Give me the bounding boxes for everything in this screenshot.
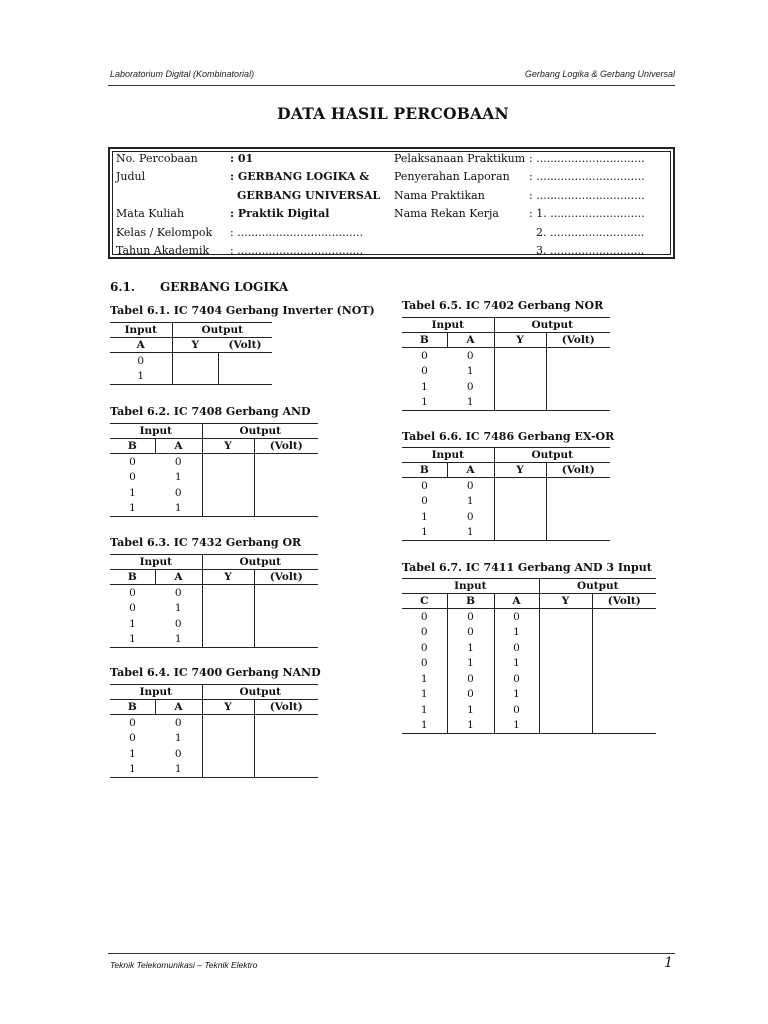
table-row	[402, 395, 610, 411]
footer-divider	[108, 953, 675, 954]
col-y-header: Y	[539, 594, 592, 609]
cell-y[interactable]	[172, 369, 218, 385]
cell-y[interactable]	[202, 616, 254, 632]
cell-c: 0	[420, 626, 428, 639]
col-y-header: Y	[494, 333, 546, 348]
cell-a: 1	[494, 718, 539, 734]
cell-b: 0	[129, 602, 136, 615]
cell-y[interactable]	[539, 671, 592, 687]
cell-a: 0	[494, 640, 539, 656]
cell-volt[interactable]	[546, 364, 610, 380]
cell-b: 0	[447, 609, 494, 625]
cell-a: 0	[466, 510, 474, 523]
cell-y[interactable]	[494, 348, 546, 364]
caption-table-6-6: Tabel 6.6. IC 7486 Gerbang EX-OR	[402, 430, 615, 443]
col-y-header: Y	[494, 463, 546, 478]
col-b-header: B	[110, 570, 155, 585]
cell-b: 1	[110, 762, 155, 778]
cell-b: 1	[110, 501, 155, 517]
cell-a: 0	[466, 349, 474, 362]
judul-label: Judul	[116, 170, 146, 183]
cell-b: 0	[447, 671, 494, 687]
table-row	[402, 625, 656, 641]
cell-y[interactable]	[202, 715, 254, 731]
cell-b: 0	[129, 455, 136, 468]
cell-volt[interactable]	[546, 509, 610, 525]
cell-y[interactable]	[202, 454, 254, 470]
cell-y[interactable]	[494, 525, 546, 541]
cell-c: 0	[420, 641, 428, 654]
cell-b: 1	[421, 510, 428, 523]
rekan-kerja-2[interactable]: 2. ...........................	[536, 226, 645, 239]
cell-y[interactable]	[202, 632, 254, 648]
cell-b: 0	[421, 349, 428, 362]
cell-volt[interactable]	[254, 485, 318, 501]
col-y-header: Y	[172, 338, 218, 353]
col-y-header: Y	[202, 439, 254, 454]
cell-c: 1	[420, 703, 428, 716]
table-row	[110, 731, 318, 747]
table-row	[402, 687, 656, 703]
input-header: Input	[402, 318, 494, 333]
table-row	[402, 478, 610, 494]
input-header: Input	[110, 323, 172, 338]
cell-a: 1	[447, 525, 494, 541]
output-header: Output	[494, 318, 610, 333]
cell-y[interactable]	[539, 656, 592, 672]
cell-y[interactable]	[202, 601, 254, 617]
caption-table-6-3: Tabel 6.3. IC 7432 Gerbang OR	[110, 536, 302, 549]
table-row	[110, 454, 318, 470]
judul-value-1: : GERBANG LOGIKA &	[230, 170, 370, 183]
cell-volt[interactable]	[546, 478, 610, 494]
cell-volt[interactable]	[254, 731, 318, 747]
cell-a: 1	[174, 732, 182, 745]
cell-a: 1	[110, 369, 172, 385]
col-volt-header: (Volt)	[546, 333, 610, 348]
no-percobaan-label: No. Percobaan	[116, 152, 198, 165]
no-percobaan-value: : 01	[230, 152, 254, 165]
cell-a: 0	[494, 609, 539, 625]
cell-b: 1	[447, 702, 494, 718]
cell-a: 1	[447, 395, 494, 411]
cell-a: 0	[174, 716, 182, 729]
cell-b: 1	[447, 718, 494, 734]
table-6-2-and	[110, 423, 318, 517]
cell-a: 1	[494, 625, 539, 641]
cell-b: 0	[421, 365, 428, 378]
cell-y[interactable]	[202, 731, 254, 747]
output-header: Output	[202, 555, 318, 570]
col-a-header: A	[494, 594, 539, 609]
caption-table-6-7: Tabel 6.7. IC 7411 Gerbang AND 3 Input	[402, 561, 652, 574]
cell-a: 0	[174, 586, 182, 599]
section-number: 6.1.	[110, 280, 136, 294]
table-6-4-nand	[110, 684, 318, 778]
cell-b: 1	[402, 525, 447, 541]
cell-b: 0	[447, 687, 494, 703]
table-6-1-not	[110, 322, 272, 385]
tahun-value[interactable]: : ....................................	[230, 244, 364, 257]
col-y-header: Y	[202, 570, 254, 585]
cell-a: 1	[155, 501, 202, 517]
col-a-header: A	[447, 463, 494, 478]
judul-value-2: GERBANG UNIVERSAL	[237, 189, 381, 202]
cell-b: 0	[421, 479, 428, 492]
header-left: Laboratorium Digital (Kombinatorial)	[110, 69, 255, 79]
cell-volt[interactable]	[254, 454, 318, 470]
rekan-kerja-1[interactable]: : 1. ...........................	[529, 207, 645, 220]
table-6-7-and3	[402, 578, 656, 734]
cell-c: 0	[420, 610, 428, 623]
cell-a: 0	[137, 354, 145, 367]
page-number: 1	[664, 955, 673, 971]
cell-y[interactable]	[539, 687, 592, 703]
table-row	[402, 640, 656, 656]
cell-b: 1	[447, 640, 494, 656]
cell-volt[interactable]	[254, 616, 318, 632]
cell-a: 0	[466, 380, 474, 393]
cell-volt[interactable]	[254, 601, 318, 617]
cell-y[interactable]	[202, 470, 254, 486]
cell-volt[interactable]	[546, 379, 610, 395]
cell-b: 1	[129, 747, 136, 760]
output-header: Output	[202, 685, 318, 700]
cell-volt[interactable]	[592, 625, 656, 641]
cell-a: 0	[494, 671, 539, 687]
cell-volt[interactable]	[218, 353, 272, 369]
output-header: Output	[172, 323, 272, 338]
mata-kuliah-label: Mata Kuliah	[116, 207, 185, 220]
table-row	[402, 525, 610, 541]
cell-y[interactable]	[202, 585, 254, 601]
cell-volt[interactable]	[254, 470, 318, 486]
cell-volt[interactable]	[546, 348, 610, 364]
col-a-header: A	[155, 439, 202, 454]
cell-b: 1	[129, 617, 136, 630]
output-header: Output	[539, 579, 656, 594]
section-title: GERBANG LOGIKA	[160, 280, 289, 294]
table-row	[402, 494, 610, 510]
input-header: Input	[402, 579, 539, 594]
table-row	[110, 762, 318, 778]
cell-volt[interactable]	[546, 494, 610, 510]
cell-a: 1	[155, 762, 202, 778]
page-title: DATA HASIL PERCOBAAN	[277, 104, 509, 123]
col-volt-header: (Volt)	[218, 338, 272, 353]
table-row	[402, 702, 656, 718]
table-6-3-or	[110, 554, 318, 648]
table-row	[402, 379, 610, 395]
cell-y[interactable]	[539, 640, 592, 656]
table-row	[110, 601, 318, 617]
cell-a: 0	[174, 486, 182, 499]
cell-volt[interactable]	[592, 656, 656, 672]
table-row	[402, 656, 656, 672]
cell-b: 0	[421, 495, 428, 508]
cell-y[interactable]	[202, 485, 254, 501]
cell-a: 1	[174, 471, 182, 484]
cell-y[interactable]	[494, 494, 546, 510]
col-volt-header: (Volt)	[254, 700, 318, 715]
cell-volt[interactable]	[254, 501, 318, 517]
output-header: Output	[494, 448, 610, 463]
cell-c: 1	[420, 688, 428, 701]
rekan-kerja-3[interactable]: 3. ...........................	[536, 244, 645, 257]
col-a-header: A	[155, 570, 202, 585]
col-volt-header: (Volt)	[254, 570, 318, 585]
cell-b: 0	[129, 732, 136, 745]
cell-volt[interactable]	[254, 746, 318, 762]
cell-b: 1	[447, 656, 494, 672]
cell-volt[interactable]	[254, 762, 318, 778]
cell-a: 0	[174, 747, 182, 760]
penyerahan-label: Penyerahan Laporan	[394, 170, 510, 183]
cell-b: 0	[129, 716, 136, 729]
input-header: Input	[110, 685, 202, 700]
table-row	[110, 746, 318, 762]
col-b-header: B	[447, 594, 494, 609]
tahun-label: Tahun Akademik	[116, 244, 210, 257]
cell-volt[interactable]	[592, 687, 656, 703]
cell-volt[interactable]	[254, 632, 318, 648]
cell-b: 0	[447, 625, 494, 641]
input-header: Input	[110, 424, 202, 439]
cell-y[interactable]	[202, 746, 254, 762]
cell-b: 1	[110, 632, 155, 648]
cell-a: 1	[174, 602, 182, 615]
cell-a: 0	[466, 479, 474, 492]
caption-table-6-1: Tabel 6.1. IC 7404 Gerbang Inverter (NOT)	[110, 304, 375, 317]
header-right: Gerbang Logika & Gerbang Universal	[524, 69, 675, 79]
cell-a: 1	[466, 365, 474, 378]
header-divider	[108, 85, 675, 86]
table-6-6-exor	[402, 447, 610, 541]
col-b-header: B	[402, 333, 447, 348]
cell-b: 1	[129, 486, 136, 499]
table-row	[402, 348, 610, 364]
table-row	[402, 509, 610, 525]
table-row	[402, 671, 656, 687]
info-box-inner-border	[112, 151, 671, 255]
cell-y[interactable]	[172, 353, 218, 369]
kelas-label: Kelas / Kelompok	[116, 226, 213, 239]
nama-praktikan-label: Nama Praktikan	[394, 189, 485, 202]
cell-y[interactable]	[494, 395, 546, 411]
cell-y[interactable]	[202, 501, 254, 517]
col-volt-header: (Volt)	[546, 463, 610, 478]
cell-a: 0	[174, 455, 182, 468]
col-b-header: B	[110, 439, 155, 454]
table-row	[110, 632, 318, 648]
table-row	[110, 715, 318, 731]
table-row	[110, 585, 318, 601]
cell-volt[interactable]	[218, 369, 272, 385]
table-6-5-nor	[402, 317, 610, 411]
cell-volt[interactable]	[592, 702, 656, 718]
cell-volt[interactable]	[592, 671, 656, 687]
table-row	[402, 609, 656, 625]
mata-kuliah-value: : Praktik Digital	[230, 207, 330, 220]
cell-b: 0	[129, 471, 136, 484]
table-row	[110, 369, 272, 385]
col-a-header: A	[110, 338, 172, 353]
pelaksanaan-label: Pelaksanaan Praktikum	[394, 152, 526, 165]
input-header: Input	[110, 555, 202, 570]
caption-table-6-2: Tabel 6.2. IC 7408 Gerbang AND	[110, 405, 311, 418]
pelaksanaan-value[interactable]: : ...............................	[529, 152, 645, 165]
col-c-header: C	[402, 594, 447, 609]
cell-a: 1	[494, 687, 539, 703]
col-volt-header: (Volt)	[592, 594, 656, 609]
cell-a: 0	[174, 617, 182, 630]
cell-b: 1	[421, 380, 428, 393]
caption-table-6-5: Tabel 6.5. IC 7402 Gerbang NOR	[402, 299, 604, 312]
cell-volt[interactable]	[592, 609, 656, 625]
cell-b: 0	[129, 586, 136, 599]
col-volt-header: (Volt)	[254, 439, 318, 454]
footer-left: Teknik Telekomunikasi – Teknik Elektro	[110, 960, 258, 970]
table-row	[110, 616, 318, 632]
cell-a: 1	[466, 495, 474, 508]
cell-y[interactable]	[539, 702, 592, 718]
cell-volt[interactable]	[254, 585, 318, 601]
cell-y[interactable]	[202, 762, 254, 778]
table-row	[402, 364, 610, 380]
cell-y[interactable]	[494, 478, 546, 494]
cell-c: 1	[420, 672, 428, 685]
rekan-kerja-label: Nama Rekan Kerja	[394, 207, 499, 220]
cell-a: 1	[494, 656, 539, 672]
col-b-header: B	[402, 463, 447, 478]
table-row	[110, 353, 272, 369]
col-y-header: Y	[202, 700, 254, 715]
cell-y[interactable]	[494, 509, 546, 525]
cell-a: 1	[155, 632, 202, 648]
kelas-value[interactable]: : ....................................	[230, 226, 364, 239]
input-header: Input	[402, 448, 494, 463]
col-b-header: B	[110, 700, 155, 715]
table-row	[402, 718, 656, 734]
col-a-header: A	[447, 333, 494, 348]
cell-a: 0	[494, 702, 539, 718]
caption-table-6-4: Tabel 6.4. IC 7400 Gerbang NAND	[110, 666, 321, 679]
cell-volt[interactable]	[592, 718, 656, 734]
section-heading	[110, 280, 288, 294]
col-a-header: A	[155, 700, 202, 715]
cell-c: 0	[420, 657, 428, 670]
cell-y[interactable]	[539, 718, 592, 734]
cell-volt[interactable]	[592, 640, 656, 656]
nama-praktikan-value[interactable]: : ...............................	[529, 189, 645, 202]
cell-volt[interactable]	[546, 525, 610, 541]
cell-volt[interactable]	[546, 395, 610, 411]
cell-y[interactable]	[539, 609, 592, 625]
table-row	[110, 501, 318, 517]
cell-b: 1	[402, 395, 447, 411]
cell-c: 1	[402, 718, 447, 734]
cell-y[interactable]	[539, 625, 592, 641]
cell-y[interactable]	[494, 379, 546, 395]
output-header: Output	[202, 424, 318, 439]
table-row	[110, 485, 318, 501]
table-row	[110, 470, 318, 486]
penyerahan-value[interactable]: : ...............................	[529, 170, 645, 183]
cell-volt[interactable]	[254, 715, 318, 731]
cell-y[interactable]	[494, 364, 546, 380]
